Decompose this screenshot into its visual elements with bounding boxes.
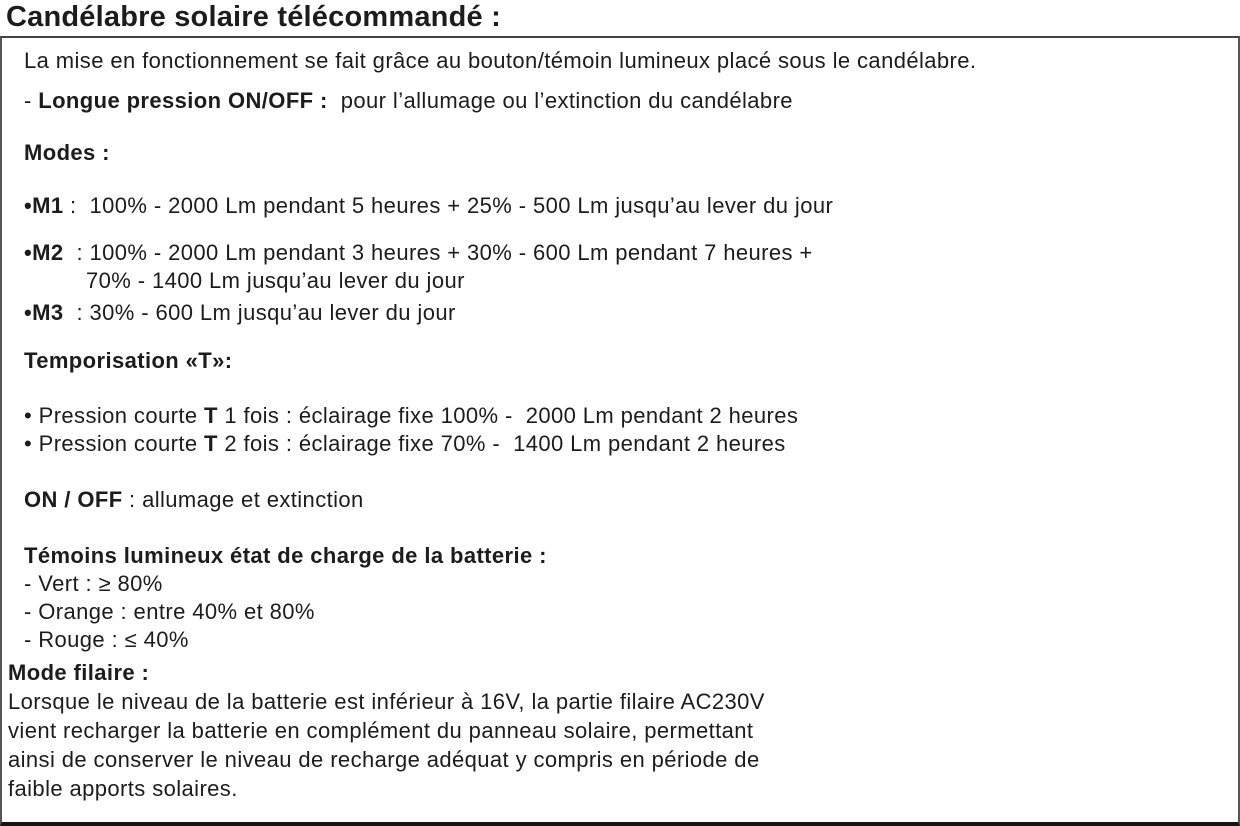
- mode-item-m1: [24, 192, 1238, 220]
- wired-mode-line-3: ainsi de conserver le niveau de recharge adéquat y compris en période de: [8, 747, 760, 772]
- instructions-box: [0, 36, 1240, 826]
- long-press-text: pour l’allumage ou l’extinction du candélabre: [334, 88, 793, 113]
- temp-1-post: 1 fois : éclairage fixe 100% - 2000 Lm pendant 2 heures: [217, 403, 799, 428]
- mode-m2-text: : 100% - 2000 Lm pendant 3 heures + 30% - 600 Lm pendant 7 heures +: [63, 240, 813, 265]
- long-press-dash: -: [24, 88, 39, 113]
- mode-m1-text: : 100% - 2000 Lm pendant 5 heures + 25% - 500 Lm jusqu’au lever du jour: [63, 193, 834, 218]
- mode-m3-label: •M3: [24, 300, 64, 325]
- long-press-line: [24, 87, 1238, 115]
- temporisation-item-1: [24, 402, 1238, 430]
- mode-item-m3: [24, 299, 1238, 327]
- temporisation-heading: Temporisation «T»:: [24, 348, 233, 373]
- temp-2-pre: • Pression courte: [24, 431, 204, 456]
- battery-item-red: - Rouge : ≤ 40%: [24, 627, 189, 652]
- temporisation-item-2: [24, 430, 1238, 458]
- mode-m2-label: •M2: [24, 240, 64, 265]
- wired-mode-line-1: Lorsque le niveau de la batterie est inférieur à 16V, la partie filaire AC230V: [8, 689, 765, 714]
- wired-mode-heading: Mode filaire :: [8, 660, 150, 685]
- temp-2-post: 2 fois : éclairage fixe 70% - 1400 Lm pendant 2 heures: [217, 431, 786, 456]
- temp-1-pre: • Pression courte: [24, 403, 204, 428]
- battery-heading: Témoins lumineux état de charge de la batterie :: [24, 543, 547, 568]
- on-off-label: ON / OFF: [24, 487, 123, 512]
- modes-heading: Modes :: [24, 140, 110, 165]
- mode-item-m2: [24, 239, 1238, 267]
- intro-line: La mise en fonctionnement se fait grâce au bouton/témoin lumineux placé sous le candélabre.: [24, 48, 977, 73]
- mode-m1-label: •M1: [24, 193, 64, 218]
- wired-mode-line-2: vient recharger la batterie en complément du panneau solaire, permettant: [8, 718, 754, 743]
- on-off-line: [24, 486, 1238, 514]
- mode-m3-text: : 30% - 600 Lm jusqu’au lever du jour: [63, 300, 456, 325]
- temp-2-bold: T: [203, 431, 218, 456]
- instructions-content: [2, 38, 1238, 654]
- wired-mode-line-4: faible apports solaires.: [8, 776, 238, 801]
- on-off-text: : allumage et extinction: [122, 487, 364, 512]
- temp-1-bold: T: [203, 403, 218, 428]
- battery-item-orange: - Orange : entre 40% et 80%: [24, 599, 315, 624]
- wired-mode-section: [2, 658, 1238, 803]
- mode-item-m2-wrap: 70% - 1400 Lm jusqu’au lever du jour: [86, 268, 465, 293]
- battery-item-green: - Vert : ≥ 80%: [24, 571, 163, 596]
- page-title: Candélabre solaire télécommandé :: [6, 1, 501, 33]
- long-press-label: Longue pression ON/OFF :: [38, 88, 335, 113]
